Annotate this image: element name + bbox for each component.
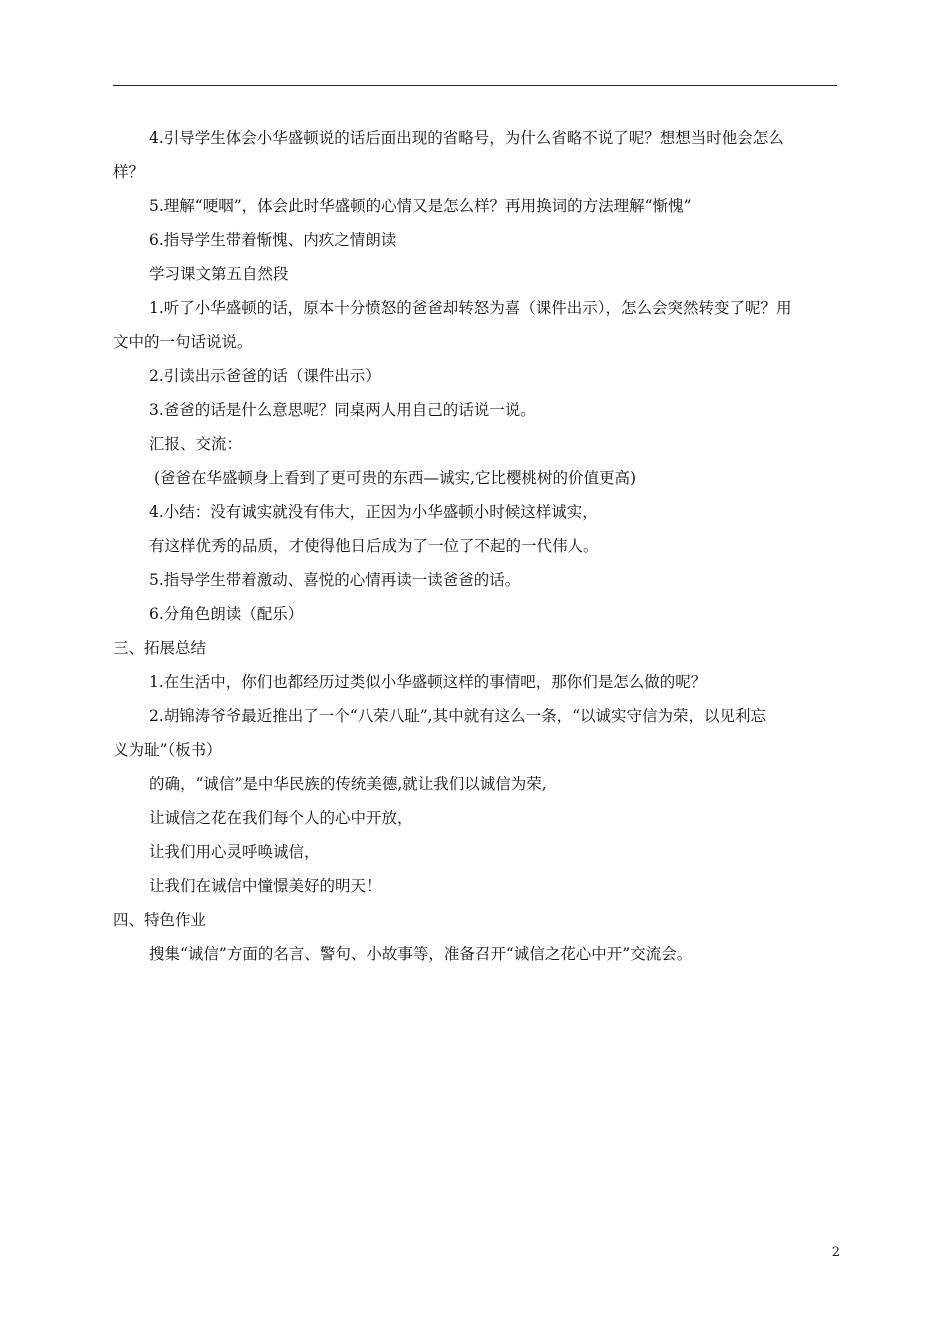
text-line: 4.小结：没有诚实就没有伟大，正因为小华盛顿小时候这样诚实， [149,503,598,521]
section-subheading: 学习课文第五自然段 [149,265,289,283]
text-line: 1.听了小华盛顿的话，原本十分愤怒的爸爸却转怒为喜（课件出示），怎么会突然转变了呢？用 [149,299,792,317]
section-heading: 四、特色作业 [113,911,207,929]
text-line: 样？ [113,163,145,181]
text-line: 义为耻”（板书） [113,741,222,759]
text-line: 搜集“诚信”方面的名言、警句、小故事等，准备召开“诚信之花心中开”交流会。 [149,945,693,963]
text-line: 4.引导学生体会小华盛顿说的话后面出现的省略号，为什么省略不说了呢？想想当时他会怎么 [149,129,784,147]
text-line: 让我们用心灵呼唤诚信， [149,843,320,861]
text-line: 让我们在诚信中憧憬美好的明天！ [149,877,382,895]
text-line: 2.胡锦涛爷爷最近推出了一个“八荣八耻”,其中就有这么一条，“以诚实守信为荣，以见利忘 [149,707,766,725]
header-rule [113,85,837,86]
text-line: 5.理解“哽咽”，体会此时华盛顿的心情又是怎么样？再用换词的方法理解“惭愧” [149,197,692,215]
text-line: 2.引读出示爸爸的话（课件出示） [149,367,381,385]
text-line: 1.在生活中，你们也都经历过类似小华盛顿这样的事情吧，那你们是怎么做的呢？ [149,673,707,691]
text-line: 3.爸爸的话是什么意思呢？同桌两人用自己的话说一说。 [149,401,536,419]
text-line: (爸爸在华盛顿身上看到了更可贵的东西—诚实,它比樱桃树的价值更高) [154,469,637,487]
section-heading: 三、拓展总结 [113,639,207,657]
text-line: 6.分角色朗读（配乐） [149,605,304,623]
text-line: 6.指导学生带着惭愧、内疚之情朗读 [149,231,397,249]
text-line: 文中的一句话说说。 [113,333,253,351]
document-body [113,121,837,971]
text-line: 的确，“诚信”是中华民族的传统美德,就让我们以诚信为荣, [149,775,547,793]
text-line: 汇报、交流： [149,435,243,453]
text-line: 有这样优秀的品质，才使得他日后成为了一位了不起的一代伟人。 [149,537,599,555]
text-line: 5.指导学生带着激动、喜悦的心情再读一读爸爸的话。 [149,571,521,589]
text-line: 让诚信之花在我们每个人的心中开放， [149,809,413,827]
page-number: 2 [831,1245,840,1260]
